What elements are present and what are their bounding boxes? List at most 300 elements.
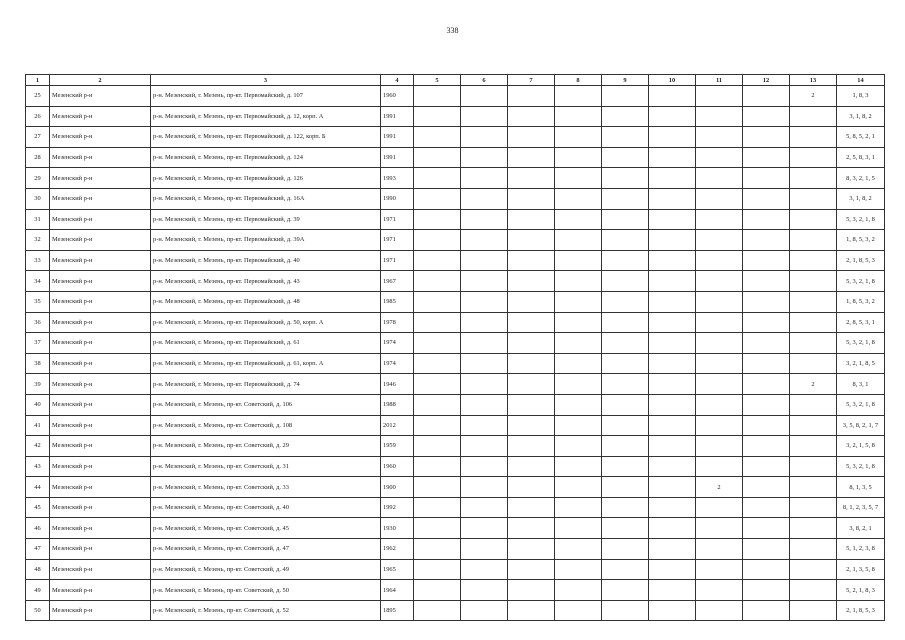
district-cell: Мезенский р-н [50,580,151,601]
col10-cell [649,106,696,127]
col13-cell [790,539,837,560]
col14-cell: 3, 1, 8, 2 [837,106,885,127]
col12-cell [743,415,790,436]
year-cell: 1974 [381,353,414,374]
row-number-cell: 45 [26,497,50,518]
row-number-cell: 44 [26,477,50,498]
col6-cell [461,374,508,395]
column-header-4: 4 [381,75,414,86]
table-row [26,291,885,312]
address-cell: р-н. Мезенский, г. Мезень, пр-кт. Первомайский, д. 61 [151,333,381,354]
row-number-cell: 29 [26,168,50,189]
address-cell: р-н. Мезенский, г. Мезень, пр-кт. Советский, д. 49 [151,559,381,580]
district-cell: Мезенский р-н [50,374,151,395]
col11-cell [696,209,743,230]
col12-cell [743,456,790,477]
col8-cell [555,250,602,271]
col12-cell [743,106,790,127]
col11-cell [696,291,743,312]
year-cell: 1946 [381,374,414,395]
district-cell: Мезенский р-н [50,539,151,560]
address-cell: р-н. Мезенский, г. Мезень, пр-кт. Советский, д. 52 [151,600,381,621]
row-number-cell: 31 [26,209,50,230]
col12-cell [743,477,790,498]
col13-cell [790,312,837,333]
col13-cell [790,580,837,601]
address-cell: р-н. Мезенский, г. Мезень, пр-кт. Советский, д. 50 [151,580,381,601]
col8-cell [555,147,602,168]
column-header-5: 5 [414,75,461,86]
col9-cell [602,230,649,251]
col12-cell [743,127,790,148]
col8-cell [555,580,602,601]
district-cell: Мезенский р-н [50,394,151,415]
col8-cell [555,353,602,374]
year-cell: 1978 [381,312,414,333]
col5-cell [414,230,461,251]
year-cell: 1974 [381,333,414,354]
col7-cell [508,209,555,230]
col12-cell [743,188,790,209]
col12-cell [743,559,790,580]
district-cell: Мезенский р-н [50,291,151,312]
column-header-2: 2 [50,75,151,86]
col12-cell [743,209,790,230]
col7-cell [508,559,555,580]
table-row [26,86,885,107]
col7-cell [508,86,555,107]
col14-cell: 5, 2, 1, 8, 3 [837,580,885,601]
col13-cell [790,230,837,251]
address-cell: р-н. Мезенский, г. Мезень, пр-кт. Первомайский, д. 12, корп. А [151,106,381,127]
col11-cell [696,436,743,457]
table-row [26,374,885,395]
col10-cell [649,559,696,580]
col9-cell [602,456,649,477]
column-number-header-row [26,75,885,86]
col5-cell [414,497,461,518]
table-row [26,188,885,209]
col5-cell [414,188,461,209]
col5-cell [414,291,461,312]
col6-cell [461,518,508,539]
col11-cell [696,539,743,560]
address-cell: р-н. Мезенский, г. Мезень, пр-кт. Первомайский, д. 43 [151,271,381,292]
col12-cell [743,168,790,189]
table-row [26,168,885,189]
col5-cell [414,209,461,230]
col7-cell [508,600,555,621]
col7-cell [508,477,555,498]
column-header-7: 7 [508,75,555,86]
col11-cell [696,394,743,415]
row-number-cell: 42 [26,436,50,457]
col10-cell [649,209,696,230]
table-row [26,497,885,518]
district-cell: Мезенский р-н [50,497,151,518]
col5-cell [414,106,461,127]
table-row [26,147,885,168]
year-cell: 1991 [381,147,414,168]
year-cell: 1971 [381,230,414,251]
address-cell: р-н. Мезенский, г. Мезень, пр-кт. Первомайский, д. 74 [151,374,381,395]
col10-cell [649,230,696,251]
row-number-cell: 49 [26,580,50,601]
col8-cell [555,188,602,209]
col12-cell [743,271,790,292]
col13-cell [790,353,837,374]
col13-cell [790,209,837,230]
year-cell: 1993 [381,168,414,189]
col10-cell [649,333,696,354]
table-row [26,539,885,560]
col11-cell [696,168,743,189]
col9-cell [602,374,649,395]
col11-cell [696,600,743,621]
address-cell: р-н. Мезенский, г. Мезень, пр-кт. Первомайский, д. 48 [151,291,381,312]
col10-cell [649,291,696,312]
year-cell: 1992 [381,497,414,518]
col7-cell [508,394,555,415]
col5-cell [414,518,461,539]
table-row [26,415,885,436]
col14-cell: 8, 3, 2, 1, 5 [837,168,885,189]
col6-cell [461,271,508,292]
col10-cell [649,580,696,601]
col6-cell [461,497,508,518]
col5-cell [414,333,461,354]
district-cell: Мезенский р-н [50,209,151,230]
col7-cell [508,436,555,457]
address-cell: р-н. Мезенский, г. Мезень, пр-кт. Советский, д. 31 [151,456,381,477]
col6-cell [461,456,508,477]
row-number-cell: 33 [26,250,50,271]
col9-cell [602,168,649,189]
column-header-13: 13 [790,75,837,86]
address-cell: р-н. Мезенский, г. Мезень, пр-кт. Советский, д. 106 [151,394,381,415]
col8-cell [555,374,602,395]
district-cell: Мезенский р-н [50,147,151,168]
year-cell: 1900 [381,477,414,498]
table-row [26,250,885,271]
col14-cell: 3, 1, 8, 2 [837,188,885,209]
col9-cell [602,559,649,580]
col6-cell [461,477,508,498]
column-header-10: 10 [649,75,696,86]
col8-cell [555,456,602,477]
district-cell: Мезенский р-н [50,415,151,436]
column-header-6: 6 [461,75,508,86]
district-cell: Мезенский р-н [50,106,151,127]
col8-cell [555,86,602,107]
col14-cell: 5, 3, 2, 1, 8 [837,456,885,477]
col11-cell [696,374,743,395]
col11-cell [696,497,743,518]
address-cell: р-н. Мезенский, г. Мезень, пр-кт. Первомайский, д. 50, корп. А [151,312,381,333]
row-number-cell: 30 [26,188,50,209]
col13-cell: 2 [790,86,837,107]
col14-cell: 2, 1, 3, 5, 8 [837,559,885,580]
col14-cell: 1, 8, 3 [837,86,885,107]
col9-cell [602,86,649,107]
district-cell: Мезенский р-н [50,559,151,580]
col11-cell [696,147,743,168]
col7-cell [508,106,555,127]
col13-cell: 2 [790,374,837,395]
col6-cell [461,127,508,148]
year-cell: 1990 [381,188,414,209]
column-header-3: 3 [151,75,381,86]
address-cell: р-н. Мезенский, г. Мезень, пр-кт. Первомайский, д. 122, корп. Б [151,127,381,148]
col8-cell [555,333,602,354]
address-cell: р-н. Мезенский, г. Мезень, пр-кт. Первомайский, д. 61, корп. А [151,353,381,374]
year-cell: 2012 [381,415,414,436]
col5-cell [414,168,461,189]
col9-cell [602,477,649,498]
district-cell: Мезенский р-н [50,250,151,271]
col13-cell [790,436,837,457]
col9-cell [602,353,649,374]
row-number-cell: 41 [26,415,50,436]
year-cell: 1967 [381,271,414,292]
col9-cell [602,188,649,209]
table-row [26,518,885,539]
col7-cell [508,333,555,354]
district-cell: Мезенский р-н [50,168,151,189]
col8-cell [555,209,602,230]
year-cell: 1971 [381,250,414,271]
housing-register-table [25,74,885,621]
district-cell: Мезенский р-н [50,86,151,107]
col14-cell: 5, 3, 2, 1, 8 [837,394,885,415]
col13-cell [790,333,837,354]
col10-cell [649,168,696,189]
col12-cell [743,518,790,539]
address-cell: р-н. Мезенский, г. Мезень, пр-кт. Советский, д. 45 [151,518,381,539]
table-row [26,600,885,621]
col11-cell [696,456,743,477]
year-cell: 1971 [381,209,414,230]
col12-cell [743,230,790,251]
column-header-8: 8 [555,75,602,86]
table-row [26,353,885,374]
col10-cell [649,436,696,457]
year-cell: 1991 [381,127,414,148]
col10-cell [649,374,696,395]
col12-cell [743,147,790,168]
col11-cell: 2 [696,477,743,498]
year-cell: 1960 [381,456,414,477]
col14-cell: 3, 5, 8, 2, 1, 7 [837,415,885,436]
col13-cell [790,497,837,518]
col6-cell [461,436,508,457]
col5-cell [414,436,461,457]
col13-cell [790,456,837,477]
col8-cell [555,518,602,539]
col13-cell [790,518,837,539]
col9-cell [602,518,649,539]
col14-cell: 5, 3, 2, 1, 8 [837,271,885,292]
col8-cell [555,539,602,560]
col8-cell [555,477,602,498]
row-number-cell: 40 [26,394,50,415]
address-cell: р-н. Мезенский, г. Мезень, пр-кт. Первомайский, д. 16А [151,188,381,209]
col5-cell [414,271,461,292]
col7-cell [508,539,555,560]
col10-cell [649,415,696,436]
table-row [26,333,885,354]
col7-cell [508,168,555,189]
col6-cell [461,147,508,168]
col9-cell [602,600,649,621]
col8-cell [555,394,602,415]
col6-cell [461,188,508,209]
row-number-cell: 39 [26,374,50,395]
address-cell: р-н. Мезенский, г. Мезень, пр-кт. Советский, д. 29 [151,436,381,457]
address-cell: р-н. Мезенский, г. Мезень, пр-кт. Первомайский, д. 39А [151,230,381,251]
address-cell: р-н. Мезенский, г. Мезень, пр-кт. Первомайский, д. 124 [151,147,381,168]
table-row [26,456,885,477]
column-header-11: 11 [696,75,743,86]
col9-cell [602,436,649,457]
col14-cell: 5, 1, 2, 3, 8 [837,539,885,560]
col10-cell [649,312,696,333]
row-number-cell: 46 [26,518,50,539]
col11-cell [696,86,743,107]
row-number-cell: 43 [26,456,50,477]
col8-cell [555,559,602,580]
table-row [26,230,885,251]
table-row [26,559,885,580]
col8-cell [555,230,602,251]
row-number-cell: 38 [26,353,50,374]
col8-cell [555,271,602,292]
col7-cell [508,127,555,148]
district-cell: Мезенский р-н [50,230,151,251]
col7-cell [508,271,555,292]
address-cell: р-н. Мезенский, г. Мезень, пр-кт. Первомайский, д. 40 [151,250,381,271]
col9-cell [602,333,649,354]
col7-cell [508,374,555,395]
col14-cell: 3, 2, 1, 8, 5 [837,353,885,374]
district-cell: Мезенский р-н [50,312,151,333]
col11-cell [696,230,743,251]
col11-cell [696,127,743,148]
col13-cell [790,394,837,415]
col14-cell: 3, 8, 2, 1 [837,518,885,539]
col5-cell [414,353,461,374]
col6-cell [461,230,508,251]
year-cell: 1985 [381,291,414,312]
col10-cell [649,250,696,271]
col12-cell [743,394,790,415]
col5-cell [414,86,461,107]
district-cell: Мезенский р-н [50,600,151,621]
col6-cell [461,250,508,271]
address-cell: р-н. Мезенский, г. Мезень, пр-кт. Советский, д. 108 [151,415,381,436]
col5-cell [414,559,461,580]
col5-cell [414,394,461,415]
col6-cell [461,415,508,436]
col11-cell [696,353,743,374]
row-number-cell: 28 [26,147,50,168]
col14-cell: 8, 3, 1 [837,374,885,395]
col10-cell [649,497,696,518]
col10-cell [649,600,696,621]
col9-cell [602,271,649,292]
col14-cell: 3, 2, 1, 5, 8 [837,436,885,457]
table-row [26,436,885,457]
col12-cell [743,600,790,621]
table-row [26,209,885,230]
district-cell: Мезенский р-н [50,353,151,374]
col11-cell [696,580,743,601]
col10-cell [649,539,696,560]
col9-cell [602,580,649,601]
col7-cell [508,497,555,518]
col11-cell [696,415,743,436]
col11-cell [696,559,743,580]
col14-cell: 2, 1, 8, 5, 3 [837,600,885,621]
col5-cell [414,147,461,168]
table-row [26,271,885,292]
year-cell: 1988 [381,394,414,415]
col7-cell [508,188,555,209]
col6-cell [461,394,508,415]
col10-cell [649,86,696,107]
col6-cell [461,353,508,374]
col11-cell [696,333,743,354]
col6-cell [461,539,508,560]
col14-cell: 5, 8, 5, 2, 1 [837,127,885,148]
col9-cell [602,312,649,333]
col14-cell: 2, 8, 5, 3, 1 [837,312,885,333]
table-row [26,312,885,333]
year-cell: 1930 [381,518,414,539]
col8-cell [555,291,602,312]
col9-cell [602,539,649,560]
col7-cell [508,580,555,601]
col13-cell [790,600,837,621]
col5-cell [414,477,461,498]
column-header-12: 12 [743,75,790,86]
col13-cell [790,127,837,148]
col6-cell [461,580,508,601]
col14-cell: 2, 5, 8, 3, 1 [837,147,885,168]
col13-cell [790,168,837,189]
col9-cell [602,497,649,518]
col14-cell: 8, 1, 2, 3, 5, 7 [837,497,885,518]
district-cell: Мезенский р-н [50,436,151,457]
table-row [26,106,885,127]
col14-cell: 2, 1, 8, 5, 3 [837,250,885,271]
col9-cell [602,394,649,415]
col14-cell: 8, 1, 3, 5 [837,477,885,498]
col11-cell [696,271,743,292]
col12-cell [743,291,790,312]
col12-cell [743,580,790,601]
col9-cell [602,147,649,168]
year-cell: 1959 [381,436,414,457]
district-cell: Мезенский р-н [50,477,151,498]
col8-cell [555,436,602,457]
row-number-cell: 36 [26,312,50,333]
row-number-cell: 50 [26,600,50,621]
address-cell: р-н. Мезенский, г. Мезень, пр-кт. Советский, д. 40 [151,497,381,518]
col5-cell [414,374,461,395]
district-cell: Мезенский р-н [50,518,151,539]
col13-cell [790,559,837,580]
